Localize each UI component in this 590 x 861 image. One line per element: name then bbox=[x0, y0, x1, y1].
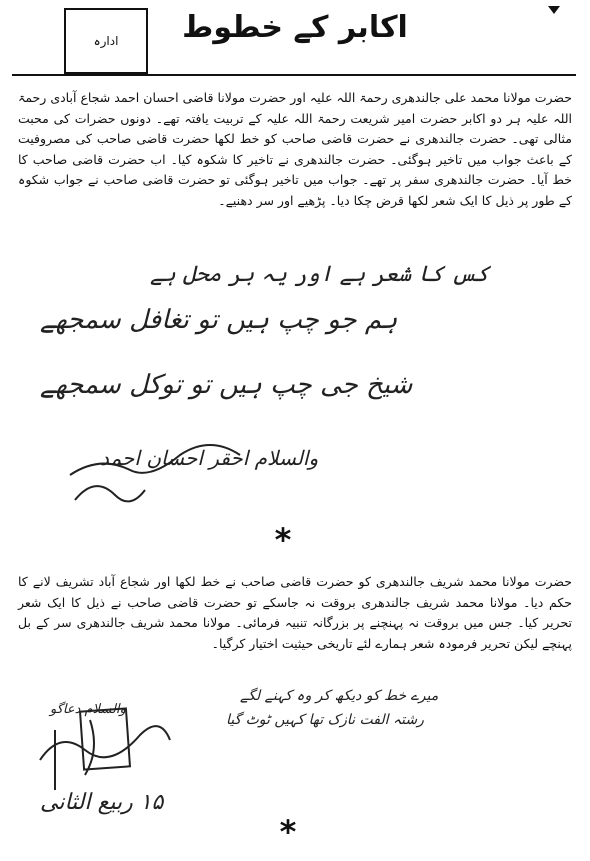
handwritten-verse2-line-2: رشتہ الفت نازک تھا کہیں ٹوٹ گیا bbox=[226, 712, 424, 728]
section-label: ادارہ bbox=[93, 34, 119, 48]
signature-flourish-3 bbox=[40, 726, 170, 760]
section-separator: * bbox=[274, 521, 292, 559]
bottom-separator: * bbox=[279, 813, 297, 851]
header-divider bbox=[12, 74, 576, 76]
signature-flourish-2 bbox=[75, 486, 145, 501]
section-label-box bbox=[64, 8, 148, 74]
handwritten-signature: والسلام احقر احسان احمد bbox=[100, 446, 319, 470]
signature-flourish-4 bbox=[55, 720, 94, 790]
intro-paragraph: حضرت مولانا محمد علی جالندھری رحمۃ اللہ علیہ اور حضرت مولانا قاضی احسان احمد شجاع آبادی رحمۃ اللہ علیہ ہر دو اکابر حضرت امیر شریعت رحمۃ اللہ علیہ کے تربیت یافتہ تھے۔ دونوں حضرات کی محبت مثالی تھی۔ حضرت جالندھری نے حضرت قاضی صاحب کو خط لکھا حضرت قاضی صاحب کی مصروفیت کے باعث جواب میں تاخیر ہوگئی۔ حضرت جالندھری نے تاخیر کا شکوہ کیا۔ اب حضرت قاضی صاحب کا خط آیا۔ حضرت جالندھری سفر پر تھے۔ جواب میں تاخیر ہوگئی تو حضرت قاضی صاحب نے جواب شکوہ کے طور پر ذیل کا ایک شعر لکھا قرض چکا دیا۔ پڑھیے اور سر دھنیے۔ bbox=[18, 90, 572, 208]
corner-triangle-icon bbox=[548, 6, 560, 14]
handwritten-verse-line-1: ہم جو چپ ہیں تو تغافل سمجھے bbox=[40, 305, 398, 335]
handwritten-verse-line-2: شیخ جی چپ ہیں تو توکل سمجھے bbox=[40, 370, 413, 400]
second-paragraph: حضرت مولانا محمد شریف جالندھری کو حضرت قاضی صاحب نے خط لکھا اور شجاع آباد تشریف لانے کا حکم دیا۔ مولانا محمد شریف جالندھری بروقت نہ جاسکے تو حضرت قاضی صاحب نے ذیل کا ایک شعر تحریر کیا۔ جس میں بروقت نہ پہنچنے پر بزرگانہ تنبیہ فرمائی۔ مولانا محمد شریف جالندھری سر کے بل پہنچے لیکن تحریر فرمودہ شعر ہمارے لئے تاریخی حیثیت اختیار کرگیا۔ bbox=[18, 574, 572, 651]
handwritten-date: ۱۵ ربیع الثانی bbox=[40, 790, 164, 815]
handwritten-intro: کس کا شعر ہے اور یہ بر محل ہے bbox=[150, 262, 490, 287]
handwritten-closing: والسلام دعاگو bbox=[50, 702, 126, 717]
page-title: اکابر کے خطوط bbox=[182, 10, 408, 45]
handwritten-verse2-line-1: میرے خط کو دیکھ کر وہ کہنے لگے bbox=[240, 688, 439, 704]
signature-box bbox=[80, 708, 130, 769]
